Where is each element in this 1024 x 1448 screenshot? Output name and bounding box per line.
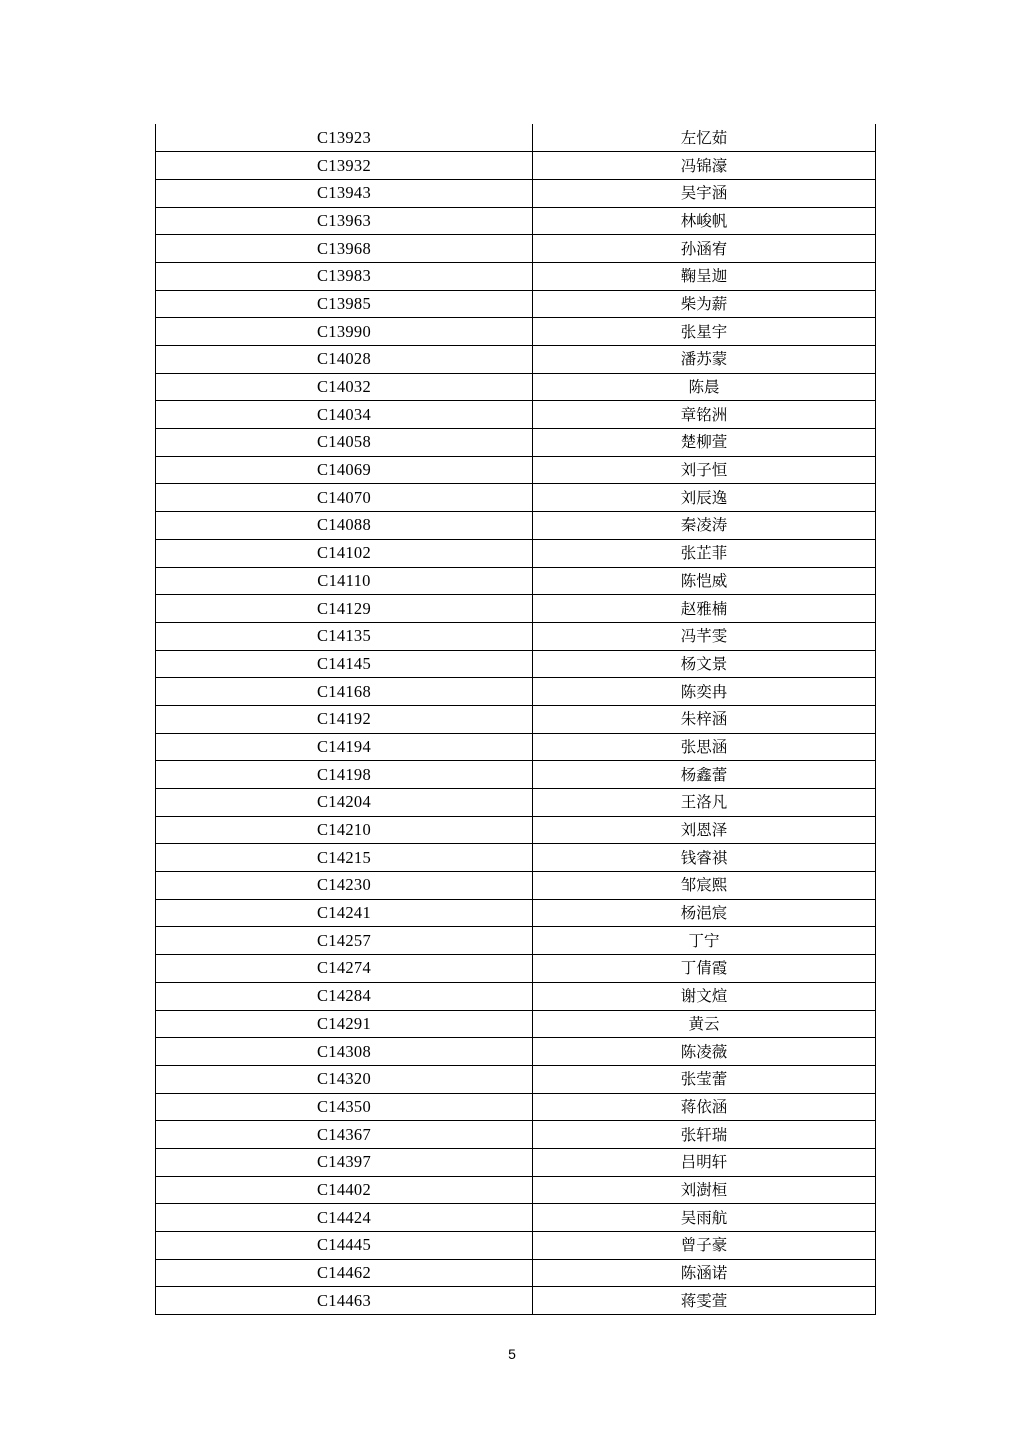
table-row [156,456,876,484]
candidate-name-cell: 楚柳萱 [533,429,876,457]
candidate-id-cell: C14291 [156,1010,533,1038]
table-row [156,678,876,706]
candidate-id-cell: C14168 [156,678,533,706]
candidate-name-cell: 潘苏蒙 [533,346,876,374]
candidate-id-cell: C14028 [156,346,533,374]
table-row [156,262,876,290]
table-row [156,373,876,401]
candidate-id-cell: C13990 [156,318,533,346]
candidate-name-cell: 黄云 [533,1010,876,1038]
table-row [156,1121,876,1149]
table-row [156,484,876,512]
candidate-name-cell: 曾子豪 [533,1232,876,1260]
table-row [156,318,876,346]
candidate-name-cell: 陈恺威 [533,567,876,595]
table-row [156,761,876,789]
candidate-name-cell: 林峻帆 [533,207,876,235]
candidate-name-cell: 章铭洲 [533,401,876,429]
candidate-name-cell: 陈晨 [533,373,876,401]
candidate-name-cell: 蒋雯萱 [533,1287,876,1315]
candidate-id-cell: C14110 [156,567,533,595]
table-row [156,567,876,595]
table-row [156,816,876,844]
candidate-name-cell: 张轩瑞 [533,1121,876,1149]
table-row [156,235,876,263]
roster-table-container [155,124,875,1315]
candidate-name-cell: 秦凌涛 [533,512,876,540]
table-row [156,1038,876,1066]
candidate-id-cell: C13932 [156,152,533,180]
candidate-name-cell: 陈凌薇 [533,1038,876,1066]
candidate-name-cell: 冯锦濠 [533,152,876,180]
candidate-id-cell: C13968 [156,235,533,263]
candidate-id-cell: C14204 [156,789,533,817]
candidate-id-cell: C14241 [156,899,533,927]
table-row [156,1148,876,1176]
table-row [156,955,876,983]
candidate-name-cell: 张星宇 [533,318,876,346]
candidate-id-cell: C14070 [156,484,533,512]
candidate-id-cell: C14069 [156,456,533,484]
candidate-id-cell: C13923 [156,124,533,152]
candidate-id-cell: C14102 [156,539,533,567]
candidate-id-cell: C13943 [156,179,533,207]
roster-table-body [156,124,876,1315]
candidate-name-cell: 刘辰逸 [533,484,876,512]
candidate-id-cell: C14367 [156,1121,533,1149]
candidate-name-cell: 陈涵诺 [533,1259,876,1287]
table-row [156,927,876,955]
table-row [156,650,876,678]
table-row [156,1065,876,1093]
candidate-name-cell: 张思涵 [533,733,876,761]
candidate-id-cell: C14058 [156,429,533,457]
table-row [156,844,876,872]
table-row [156,1232,876,1260]
table-row [156,899,876,927]
candidate-name-cell: 谢文煊 [533,982,876,1010]
table-row [156,346,876,374]
table-row [156,290,876,318]
candidate-name-cell: 王洛凡 [533,789,876,817]
candidate-name-cell: 吴宇涵 [533,179,876,207]
table-row [156,1176,876,1204]
page-number: 5 [508,1346,516,1362]
candidate-name-cell: 杨文景 [533,650,876,678]
candidate-name-cell: 刘澍桓 [533,1176,876,1204]
candidate-id-cell: C14462 [156,1259,533,1287]
table-row [156,789,876,817]
candidate-name-cell: 刘恩泽 [533,816,876,844]
candidate-id-cell: C14198 [156,761,533,789]
candidate-id-cell: C14445 [156,1232,533,1260]
candidate-name-cell: 蒋依涵 [533,1093,876,1121]
candidate-id-cell: C14424 [156,1204,533,1232]
candidate-id-cell: C14215 [156,844,533,872]
candidate-name-cell: 冯芊雯 [533,622,876,650]
candidate-name-cell: 丁倩霞 [533,955,876,983]
candidate-id-cell: C14350 [156,1093,533,1121]
candidate-id-cell: C14284 [156,982,533,1010]
table-row [156,429,876,457]
candidate-name-cell: 钱睿祺 [533,844,876,872]
candidate-id-cell: C14397 [156,1148,533,1176]
candidate-id-cell: C13963 [156,207,533,235]
candidate-name-cell: 刘子恒 [533,456,876,484]
candidate-name-cell: 张莹蕾 [533,1065,876,1093]
table-row [156,1010,876,1038]
candidate-id-cell: C14135 [156,622,533,650]
candidate-id-cell: C13983 [156,262,533,290]
candidate-id-cell: C14129 [156,595,533,623]
candidate-name-cell: 丁宁 [533,927,876,955]
candidate-id-cell: C14034 [156,401,533,429]
table-row [156,512,876,540]
candidate-name-cell: 杨鑫蕾 [533,761,876,789]
table-row [156,1259,876,1287]
candidate-id-cell: C14032 [156,373,533,401]
candidate-id-cell: C14192 [156,705,533,733]
candidate-name-cell: 张芷菲 [533,539,876,567]
candidate-name-cell: 陈奕冉 [533,678,876,706]
candidate-id-cell: C14308 [156,1038,533,1066]
candidate-id-cell: C14320 [156,1065,533,1093]
candidate-name-cell: 吕明轩 [533,1148,876,1176]
candidate-name-cell: 杨浥宸 [533,899,876,927]
table-row [156,622,876,650]
table-row [156,733,876,761]
roster-table [155,124,876,1315]
table-row [156,872,876,900]
table-row [156,401,876,429]
table-row [156,1287,876,1315]
candidate-name-cell: 柴为薪 [533,290,876,318]
candidate-name-cell: 左忆茹 [533,124,876,152]
candidate-name-cell: 吴雨航 [533,1204,876,1232]
candidate-id-cell: C14257 [156,927,533,955]
candidate-id-cell: C14274 [156,955,533,983]
table-row [156,982,876,1010]
candidate-id-cell: C14210 [156,816,533,844]
table-row [156,179,876,207]
candidate-id-cell: C14463 [156,1287,533,1315]
candidate-id-cell: C14145 [156,650,533,678]
table-row [156,207,876,235]
table-row [156,539,876,567]
candidate-name-cell: 邹宸熙 [533,872,876,900]
candidate-id-cell: C13985 [156,290,533,318]
candidate-id-cell: C14194 [156,733,533,761]
table-row [156,1204,876,1232]
table-row [156,705,876,733]
candidate-name-cell: 鞠呈迦 [533,262,876,290]
table-row [156,152,876,180]
table-row [156,595,876,623]
table-row [156,124,876,152]
table-row [156,1093,876,1121]
candidate-name-cell: 孙涵宥 [533,235,876,263]
candidate-id-cell: C14088 [156,512,533,540]
candidate-name-cell: 朱梓涵 [533,705,876,733]
candidate-id-cell: C14230 [156,872,533,900]
candidate-id-cell: C14402 [156,1176,533,1204]
candidate-name-cell: 赵雅楠 [533,595,876,623]
